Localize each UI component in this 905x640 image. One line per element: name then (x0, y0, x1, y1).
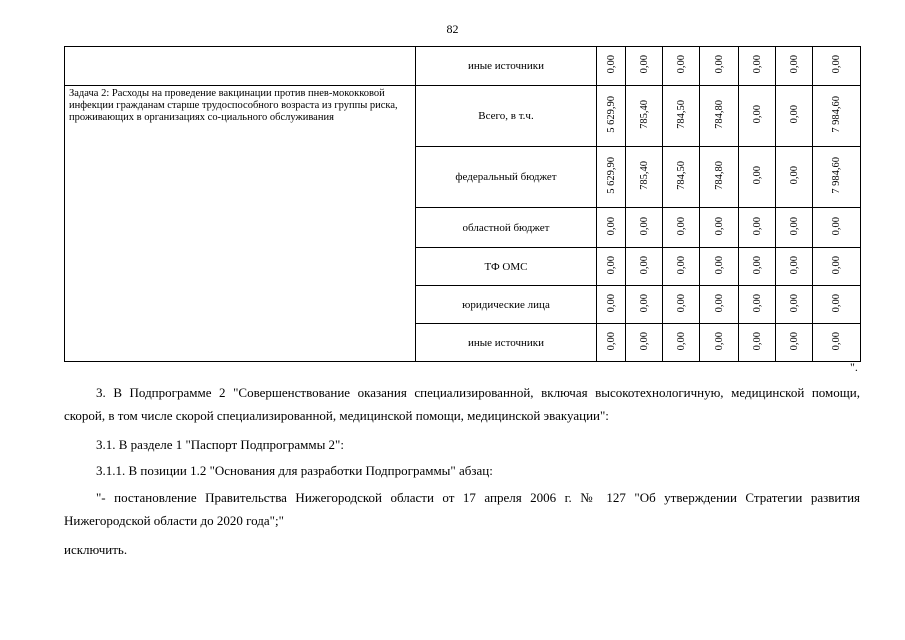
value-cell (739, 248, 776, 286)
value-cell (739, 86, 776, 147)
value-text: 0,00 (751, 105, 763, 124)
value-cell (813, 324, 861, 362)
value-text: 0,00 (638, 55, 650, 74)
value-text: 0,00 (751, 166, 763, 185)
value-cell (813, 208, 861, 248)
value-cell (700, 208, 739, 248)
value-text: 0,00 (751, 216, 763, 236)
value-cell (626, 147, 663, 208)
budget-table (64, 46, 861, 362)
value-cell (739, 324, 776, 362)
value-cell (663, 86, 700, 147)
value-text: 0,00 (751, 255, 763, 275)
value-cell (597, 324, 626, 362)
value-cell (739, 286, 776, 324)
table-row-1 (65, 86, 861, 147)
paragraph-exclude: исключить. (64, 542, 128, 557)
value-cell (813, 286, 861, 324)
value-text: 0,00 (638, 216, 650, 236)
value-text: 0,00 (831, 293, 842, 313)
value-text: 0,00 (788, 216, 800, 236)
value-cell (700, 147, 739, 208)
value-cell (813, 86, 861, 147)
source-cell: федеральный бюджет (416, 147, 597, 208)
paragraph-quoted-resolution: "- постановление Правительства Нижегородской области от 17 апреля 2006 г. № 127 "Об утверждении Стратегии развития Нижегородской области до 2020 года";" (64, 490, 860, 528)
value-cell (700, 248, 739, 286)
value-text: 0,00 (675, 216, 687, 236)
task-description-cell: Задача 2: Расходы на проведение вакцинации против пнев-мококковой инфекции гражданам старше трудоспособного возраста из группы риска, проживающих в организациях со-циального обслуживания (65, 86, 416, 362)
value-text: 0,00 (605, 216, 617, 236)
value-text: 0,00 (605, 255, 617, 275)
value-text: 0,00 (605, 55, 617, 74)
value-cell (663, 47, 700, 86)
value-cell (626, 324, 663, 362)
value-text: 0,00 (788, 166, 800, 185)
value-text: 0,00 (751, 293, 763, 313)
value-text: 0,00 (831, 255, 842, 275)
value-cell (663, 248, 700, 286)
value-text: 784,50 (675, 161, 687, 190)
value-text: 0,00 (675, 255, 687, 275)
value-cell (700, 324, 739, 362)
value-text: 0,00 (675, 293, 687, 313)
value-cell (739, 208, 776, 248)
value-text: 0,00 (788, 105, 800, 124)
value-cell (776, 47, 813, 86)
value-text: 0,00 (788, 55, 800, 74)
value-cell (700, 86, 739, 147)
budget-table-body (65, 47, 861, 362)
source-cell: иные источники (416, 47, 597, 86)
value-cell (813, 147, 861, 208)
value-text: 7 984,60 (831, 157, 842, 194)
value-cell (597, 147, 626, 208)
value-cell (776, 208, 813, 248)
value-text: 0,00 (788, 293, 800, 313)
value-cell (700, 286, 739, 324)
table-row-0 (65, 47, 861, 86)
value-cell (626, 86, 663, 147)
value-text: 0,00 (788, 331, 800, 351)
source-cell: Всего, в т.ч. (416, 86, 597, 147)
value-cell (597, 208, 626, 248)
value-text: 0,00 (831, 331, 842, 351)
value-text: 0,00 (713, 255, 725, 275)
paragraph-subprogram-2: 3. В Подпрограмме 2 "Совершенствование оказания специализированной, включая высокотехнологичную, медицинской помощи, скорой, в том числе скорой специализированной, медицинской помощи, медицинской эвакуации": (64, 385, 860, 423)
source-cell: ТФ ОМС (416, 248, 597, 286)
value-cell (626, 286, 663, 324)
value-cell (597, 86, 626, 147)
value-cell (597, 47, 626, 86)
value-text: 7 984,60 (831, 96, 842, 133)
value-text: 0,00 (831, 216, 842, 236)
value-cell (776, 86, 813, 147)
source-cell: областной бюджет (416, 208, 597, 248)
value-cell (626, 208, 663, 248)
value-cell (700, 47, 739, 86)
value-text: 5 629,90 (605, 157, 617, 194)
value-cell (739, 147, 776, 208)
source-cell: юридические лица (416, 286, 597, 324)
value-text: 784,80 (713, 100, 725, 129)
value-text: 0,00 (605, 293, 617, 313)
value-text: 0,00 (638, 255, 650, 275)
value-cell (813, 248, 861, 286)
value-text: 0,00 (638, 293, 650, 313)
value-cell (776, 147, 813, 208)
page-number: 82 (446, 22, 459, 36)
value-cell (626, 248, 663, 286)
paragraph-section-1: 3.1. В разделе 1 "Паспорт Подпрограммы 2": (96, 437, 344, 452)
value-text: 0,00 (638, 331, 650, 351)
value-text: 5 629,90 (605, 96, 617, 133)
value-cell (663, 324, 700, 362)
value-cell (739, 47, 776, 86)
value-cell (776, 248, 813, 286)
value-cell (663, 147, 700, 208)
value-cell (663, 286, 700, 324)
table-closing-quote: ". (850, 360, 858, 374)
value-text: 784,50 (675, 100, 687, 129)
value-text: 0,00 (751, 55, 763, 74)
paragraph-position-1-2: 3.1.1. В позиции 1.2 "Основания для разработки Подпрограммы" абзац: (96, 463, 493, 478)
value-text: 785,40 (638, 161, 650, 190)
value-cell (626, 47, 663, 86)
value-text: 0,00 (713, 216, 725, 236)
value-text: 0,00 (605, 331, 617, 351)
value-text: 785,40 (638, 100, 650, 129)
source-cell: иные источники (416, 324, 597, 362)
value-text: 0,00 (831, 55, 842, 74)
value-text: 0,00 (713, 293, 725, 313)
value-text: 0,00 (751, 331, 763, 351)
value-text: 0,00 (788, 255, 800, 275)
value-cell (776, 324, 813, 362)
value-text: 0,00 (675, 331, 687, 351)
value-text: 784,80 (713, 161, 725, 190)
value-text: 0,00 (675, 55, 687, 74)
value-cell (776, 286, 813, 324)
value-text: 0,00 (713, 331, 725, 351)
top-left-empty-cell (65, 47, 416, 86)
value-cell (597, 248, 626, 286)
value-cell (597, 286, 626, 324)
value-text: 0,00 (713, 55, 725, 74)
value-cell (663, 208, 700, 248)
value-cell (813, 47, 861, 86)
